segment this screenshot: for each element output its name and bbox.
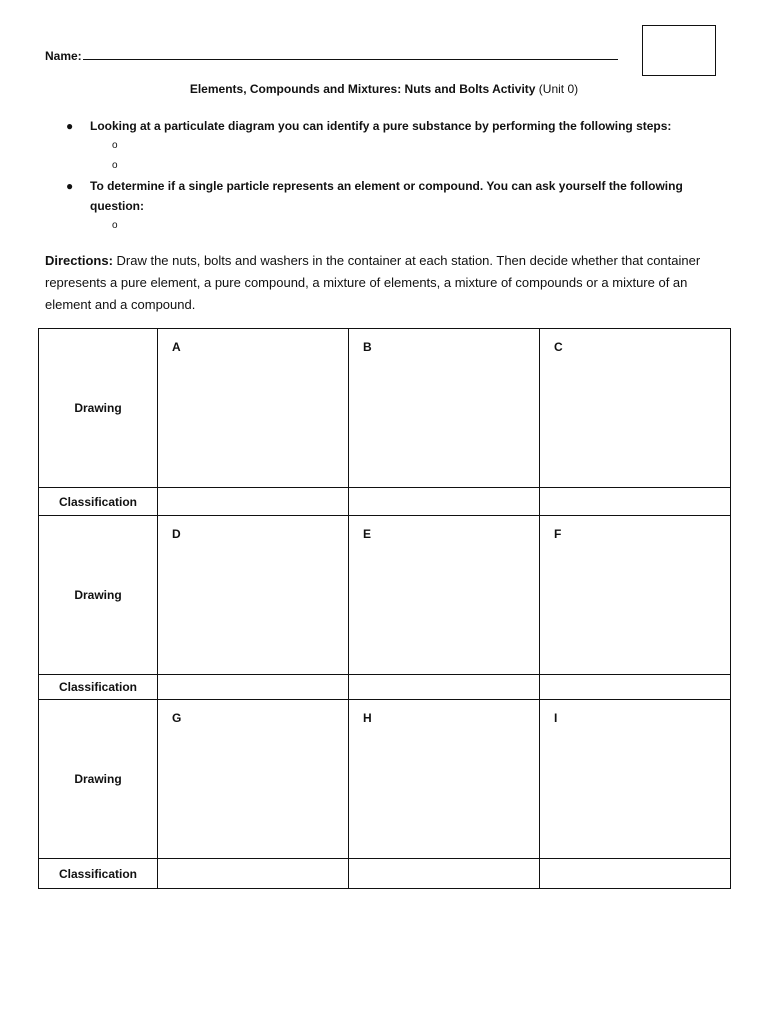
sub-bullet-1a[interactable] xyxy=(66,136,706,156)
classification-row xyxy=(39,488,731,516)
bullet-item-2 xyxy=(66,176,706,216)
name-field-row xyxy=(45,47,618,63)
classification-label: Classification xyxy=(39,675,158,700)
classification-row xyxy=(39,859,731,889)
stations-table xyxy=(38,328,731,889)
directions-paragraph xyxy=(45,250,725,316)
station-letter: F xyxy=(554,527,562,541)
station-letter: E xyxy=(363,527,372,541)
station-letter: H xyxy=(363,711,372,725)
classification-cell-f[interactable] xyxy=(540,675,731,700)
drawing-row xyxy=(39,516,731,675)
drawing-cell-b[interactable] xyxy=(349,329,540,488)
sub-bullet-1b[interactable] xyxy=(66,156,706,176)
station-letter: D xyxy=(172,527,181,541)
name-label: Name: xyxy=(45,49,82,63)
title-main: Elements, Compounds and Mixtures: Nuts and Bolts Activity xyxy=(189,82,536,96)
circle-bullet-icon: o xyxy=(112,160,118,171)
bullet-dot-icon: ● xyxy=(66,179,74,193)
classification-label: Classification xyxy=(39,488,158,516)
classification-cell-i[interactable] xyxy=(540,859,731,889)
classification-cell-a[interactable] xyxy=(158,488,349,516)
drawing-label: Drawing xyxy=(39,516,158,675)
sub-bullet-2a[interactable] xyxy=(66,216,706,236)
drawing-cell-a[interactable] xyxy=(158,329,349,488)
worksheet-title xyxy=(0,82,768,96)
station-letter: I xyxy=(554,711,558,725)
drawing-cell-g[interactable] xyxy=(158,700,349,859)
classification-label: Classification xyxy=(39,859,158,889)
station-letter: A xyxy=(172,340,181,354)
bullet-item-1 xyxy=(66,116,706,136)
station-letter: C xyxy=(554,340,563,354)
bullet-list xyxy=(66,116,706,236)
classification-cell-d[interactable] xyxy=(158,675,349,700)
drawing-label: Drawing xyxy=(39,700,158,859)
classification-cell-g[interactable] xyxy=(158,859,349,889)
score-box[interactable] xyxy=(642,25,716,76)
directions-label: Directions: xyxy=(45,253,113,268)
circle-bullet-icon: o xyxy=(112,220,118,231)
bullet-dot-icon: ● xyxy=(66,119,74,133)
classification-row xyxy=(39,675,731,700)
classification-cell-b[interactable] xyxy=(349,488,540,516)
station-letter: G xyxy=(172,711,182,725)
station-letter: B xyxy=(363,340,372,354)
directions-text: Draw the nuts, bolts and washers in the container at each station. Then decide whether that container represents a pure element, a pure compound, a mixture of elements, a mixture of compounds or a mixture of an element and a compound. xyxy=(45,253,701,312)
classification-cell-h[interactable] xyxy=(349,859,540,889)
name-blank-line[interactable] xyxy=(83,47,618,60)
drawing-cell-f[interactable] xyxy=(540,516,731,675)
drawing-cell-d[interactable] xyxy=(158,516,349,675)
drawing-cell-h[interactable] xyxy=(349,700,540,859)
drawing-label: Drawing xyxy=(39,329,158,488)
classification-cell-e[interactable] xyxy=(349,675,540,700)
drawing-row xyxy=(39,329,731,488)
classification-cell-c[interactable] xyxy=(540,488,731,516)
drawing-cell-i[interactable] xyxy=(540,700,731,859)
drawing-row xyxy=(39,700,731,859)
bullet-text-1: Looking at a particulate diagram you can identify a pure substance by performing the following steps: xyxy=(90,119,672,133)
drawing-cell-c[interactable] xyxy=(540,329,731,488)
title-unit: (Unit 0) xyxy=(535,82,579,96)
drawing-cell-e[interactable] xyxy=(349,516,540,675)
bullet-text-2: To determine if a single particle represents an element or compound. You can ask yourself the following question: xyxy=(90,179,683,213)
circle-bullet-icon: o xyxy=(112,140,118,151)
